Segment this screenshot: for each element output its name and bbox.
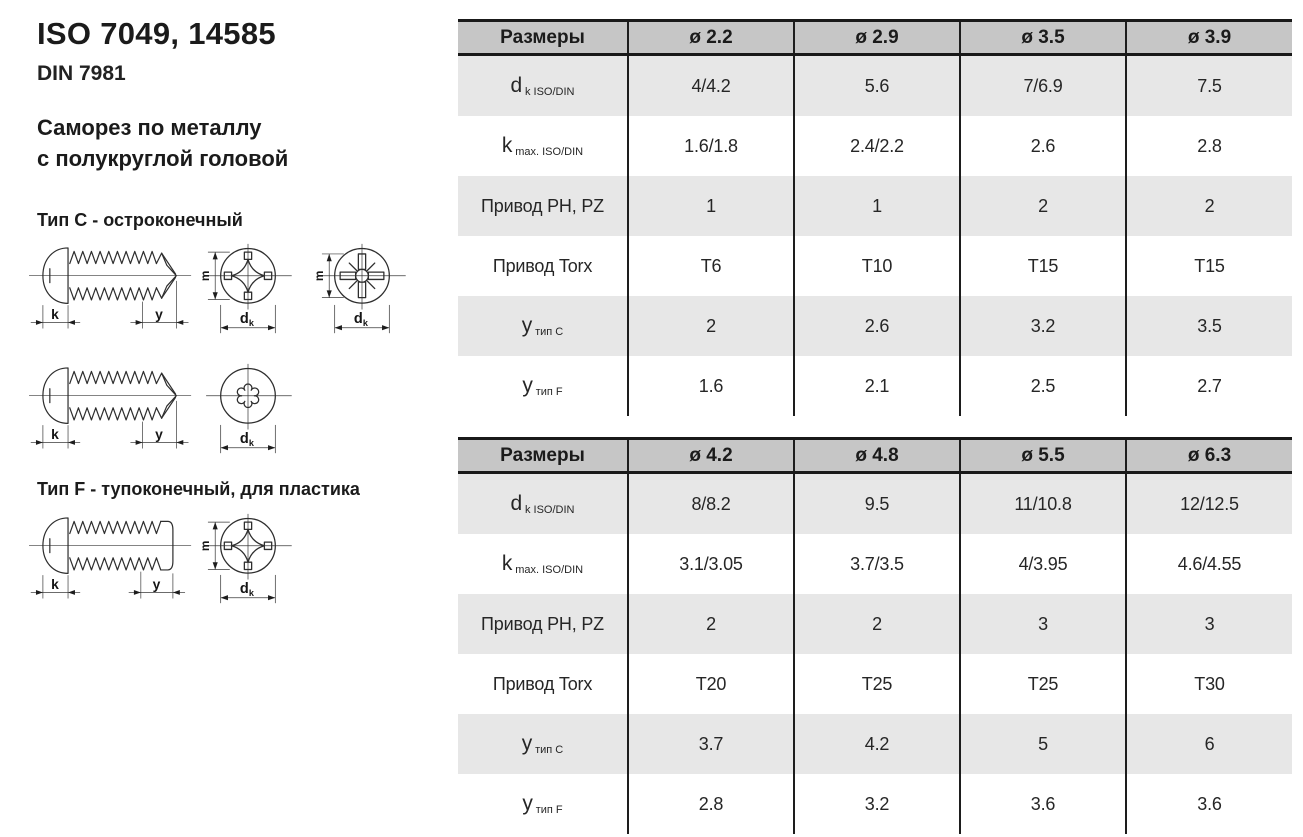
size-table-large-diameters (458, 437, 1292, 834)
row-label (458, 236, 627, 296)
table-cell: T15 (1125, 236, 1292, 296)
table-header-cell: Размеры (500, 444, 585, 466)
row-label-symbol: у (522, 792, 533, 815)
row-label (458, 116, 627, 176)
table-cell: T25 (793, 654, 959, 714)
table-cell: T30 (1125, 654, 1292, 714)
row-label (458, 474, 627, 534)
size-table-small-diameters (458, 19, 1292, 416)
table-cell: 2.6 (959, 116, 1125, 176)
table-cell: 2.7 (1125, 356, 1292, 416)
dim-dk-sub: k (248, 587, 254, 598)
dim-dk-sub: k (248, 437, 254, 448)
row-label-symbol: d (510, 492, 522, 515)
row-label (458, 296, 627, 356)
row-label-subscript: max. ISO/DIN (515, 564, 584, 576)
table-cell: 2 (793, 594, 959, 654)
table-cell: 2.4/2.2 (793, 116, 959, 176)
table-header-cell: Размеры (500, 26, 585, 48)
size-tables (458, 0, 1292, 837)
row-label (458, 714, 627, 774)
table-row (458, 56, 1292, 116)
dim-y-label: y (155, 426, 163, 442)
dim-y-label: y (152, 576, 161, 592)
table-cell: 1 (793, 176, 959, 236)
table-cell: 4/4.2 (627, 56, 793, 116)
row-label-subscript: k ISO/DIN (524, 86, 575, 98)
dim-k-label: k (51, 576, 59, 592)
row-label-subscript: k ISO/DIN (524, 504, 575, 516)
row-label-subscript: тип F (535, 804, 563, 816)
table-row (458, 594, 1292, 654)
table-cell: 2.8 (1125, 116, 1292, 176)
row-label-symbol: d (510, 74, 522, 97)
table-cell: 3.7/3.5 (793, 534, 959, 594)
row-label-symbol: k (501, 134, 513, 157)
table-cell: T10 (793, 236, 959, 296)
drawing-type-c (28, 241, 413, 337)
type-f-label: Тип F - тупоконечный, для пластика (37, 479, 360, 499)
drawing-torx (28, 361, 299, 457)
product-description (37, 112, 288, 174)
table-cell: 6 (1125, 714, 1292, 774)
row-label-subscript: max. ISO/DIN (515, 146, 584, 158)
table-cell: 2 (959, 176, 1125, 236)
table-cell: 1.6/1.8 (627, 116, 793, 176)
row-label (458, 56, 627, 116)
row-label-text: Привод Torx (492, 673, 593, 694)
table-cell: 9.5 (793, 474, 959, 534)
dim-k-label: k (51, 306, 59, 322)
table-cell: 1 (627, 176, 793, 236)
table-header-row (458, 19, 1292, 56)
description-line-2: с полукруглой головой (37, 146, 289, 172)
type-c-label: Тип C - остроконечный (37, 210, 243, 230)
dim-m-label: m (197, 270, 212, 282)
table-cell: 1.6 (627, 356, 793, 416)
page-title: ISO 7049, 14585 (37, 16, 276, 51)
row-label (458, 774, 627, 834)
row-label-text: Привод PH, PZ (481, 195, 604, 216)
torx-head-view (197, 361, 299, 457)
row-label-symbol: у (521, 314, 533, 337)
table-cell: 3.6 (959, 774, 1125, 834)
table-cell: 3 (959, 594, 1125, 654)
table-header-cell: ø 5.5 (959, 440, 1125, 471)
table-row (458, 296, 1292, 356)
table-row (458, 474, 1292, 534)
dim-m-label: m (311, 270, 326, 282)
phillips-head-view (197, 241, 299, 337)
row-label-subscript: тип C (535, 744, 564, 756)
table-cell: T25 (959, 654, 1125, 714)
table-cell: 4.6/4.55 (1125, 534, 1292, 594)
row-label (458, 594, 627, 654)
table-cell: 3 (1125, 594, 1292, 654)
din-subtitle: DIN 7981 (37, 62, 126, 85)
table-cell: 5 (959, 714, 1125, 774)
table-header-cell: ø 3.9 (1125, 22, 1292, 53)
table-cell: 7.5 (1125, 56, 1292, 116)
row-label-text: Привод Torx (492, 255, 593, 276)
table-header-row (458, 437, 1292, 474)
description-line-1: Саморез по металлу (37, 115, 262, 140)
table-header-cell: ø 2.2 (627, 22, 793, 53)
dim-dk-label: d (239, 431, 249, 448)
table-cell: 5.6 (793, 56, 959, 116)
row-label (458, 654, 627, 714)
drawing-type-f (28, 511, 299, 607)
table-cell: 3.5 (1125, 296, 1292, 356)
table-row (458, 236, 1292, 296)
table-cell: 3.6 (1125, 774, 1292, 834)
table-header-cell: ø 4.8 (793, 440, 959, 471)
row-label (458, 176, 627, 236)
row-label-symbol: k (501, 552, 513, 575)
table-cell: 12/12.5 (1125, 474, 1292, 534)
table-cell: 2 (627, 594, 793, 654)
row-label-symbol: у (522, 374, 533, 397)
pozidriv-head-view (311, 241, 413, 337)
row-label-text: Привод PH, PZ (481, 613, 604, 634)
table-row (458, 714, 1292, 774)
table-header-cell: ø 2.9 (793, 22, 959, 53)
phillips-head-view (197, 511, 299, 607)
dim-dk-sub: k (248, 317, 254, 328)
table-cell: 7/6.9 (959, 56, 1125, 116)
table-cell: 3.2 (793, 774, 959, 834)
table-cell: 2.5 (959, 356, 1125, 416)
table-cell: 3.7 (627, 714, 793, 774)
row-label-symbol: у (521, 732, 533, 755)
dim-dk-label: d (239, 311, 249, 328)
table-header-cell: ø 4.2 (627, 440, 793, 471)
dim-y-label: y (155, 306, 163, 322)
screw-side-view-pointed (28, 361, 193, 452)
table-cell: 4.2 (793, 714, 959, 774)
table-cell: T15 (959, 236, 1125, 296)
dim-dk-sub: k (362, 317, 368, 328)
table-row (458, 654, 1292, 714)
thread-top (70, 251, 157, 263)
table-cell: 2.6 (793, 296, 959, 356)
row-label (458, 534, 627, 594)
table-cell: T6 (627, 236, 793, 296)
table-row (458, 774, 1292, 834)
dim-dk-label: d (239, 581, 249, 598)
screw-side-view-pointed (28, 241, 193, 332)
table-cell: 8/8.2 (627, 474, 793, 534)
screw-side-view-blunt (28, 511, 193, 602)
dim-dk-label: d (353, 311, 363, 328)
table-row (458, 176, 1292, 236)
row-label-subscript: тип C (535, 326, 564, 338)
table-cell: 4/3.95 (959, 534, 1125, 594)
table-cell: 2 (1125, 176, 1292, 236)
table-cell: 2.8 (627, 774, 793, 834)
table-header-cell: ø 3.5 (959, 22, 1125, 53)
table-cell: 11/10.8 (959, 474, 1125, 534)
table-cell: 3.1/3.05 (627, 534, 793, 594)
dim-m-label: m (197, 540, 212, 552)
table-cell: 2 (627, 296, 793, 356)
row-label (458, 356, 627, 416)
table-header-cell: ø 6.3 (1125, 440, 1292, 471)
table-cell: T20 (627, 654, 793, 714)
row-label-subscript: тип F (535, 386, 563, 398)
table-row (458, 116, 1292, 176)
table-cell: 2.1 (793, 356, 959, 416)
table-cell: 3.2 (959, 296, 1125, 356)
table-row (458, 356, 1292, 416)
thread-bottom (70, 288, 157, 300)
table-row (458, 534, 1292, 594)
dim-k-label: k (51, 426, 59, 442)
